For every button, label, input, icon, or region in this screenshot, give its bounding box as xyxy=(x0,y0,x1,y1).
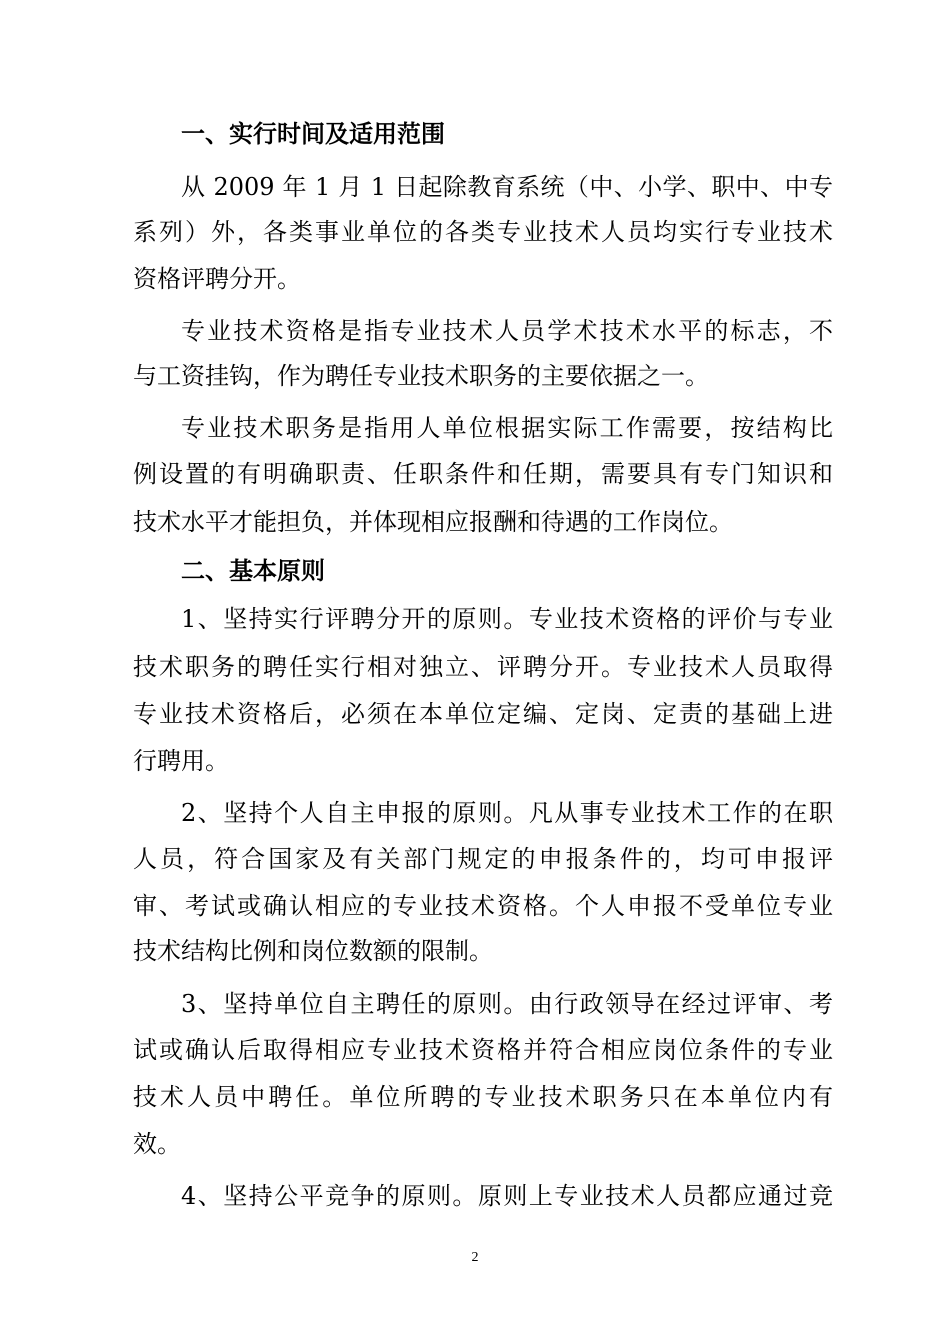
paragraph-line: 1、坚持实行评聘分开的原则。专业技术资格的评价与专业 xyxy=(181,605,833,633)
paragraph-line: 3、坚持单位自主聘任的原则。由行政领导在经过评审、考 xyxy=(181,990,833,1018)
paragraph-line: 与工资挂钩，作为聘任专业技术职务的主要依据之一。 xyxy=(133,362,709,390)
paragraph-line: 试或确认后取得相应专业技术资格并符合相应岗位条件的专业 xyxy=(133,1036,833,1064)
paragraph-line: 4、坚持公平竞争的原则。原则上专业技术人员都应通过竞 xyxy=(181,1182,833,1210)
paragraph-line: 资格评聘分开。 xyxy=(133,265,301,293)
paragraph-line: 系列）外，各类事业单位的各类专业技术人员均实行专业技术 xyxy=(133,218,833,246)
paragraph-line: 从 2009 年 1 月 1 日起除教育系统（中、小学、职中、中专 xyxy=(181,173,833,201)
paragraph-line: 技术人员中聘任。单位所聘的专业技术职务只在本单位内有 xyxy=(133,1083,833,1111)
paragraph-line: 专业技术职务是指用人单位根据实际工作需要，按结构比 xyxy=(181,414,833,442)
paragraph-line: 例设置的有明确职责、任职条件和任期，需要具有专门知识和 xyxy=(133,460,833,488)
paragraph-line: 技术结构比例和岗位数额的限制。 xyxy=(133,937,493,965)
paragraph-line: 技术职务的聘任实行相对独立、评聘分开。专业技术人员取得 xyxy=(133,653,833,681)
paragraph-line: 专业技术资格后，必须在本单位定编、定岗、定责的基础上进 xyxy=(133,700,833,728)
paragraph-line: 审、考试或确认相应的专业技术资格。个人申报不受单位专业 xyxy=(133,892,833,920)
section-heading-2: 二、基本原则 xyxy=(181,557,325,585)
paragraph-line: 人员，符合国家及有关部门规定的申报条件的，均可申报评 xyxy=(133,845,833,873)
page-number: 2 xyxy=(471,1250,479,1265)
paragraph-line: 专业技术资格是指专业技术人员学术技术水平的标志，不 xyxy=(181,317,833,345)
section-heading-1: 一、实行时间及适用范围 xyxy=(181,120,445,148)
paragraph-line: 行聘用。 xyxy=(133,747,229,775)
paragraph-line: 2、坚持个人自主申报的原则。凡从事专业技术工作的在职 xyxy=(181,799,833,827)
paragraph-line: 效。 xyxy=(133,1130,181,1158)
paragraph-line: 技术水平才能担负，并体现相应报酬和待遇的工作岗位。 xyxy=(133,508,733,536)
